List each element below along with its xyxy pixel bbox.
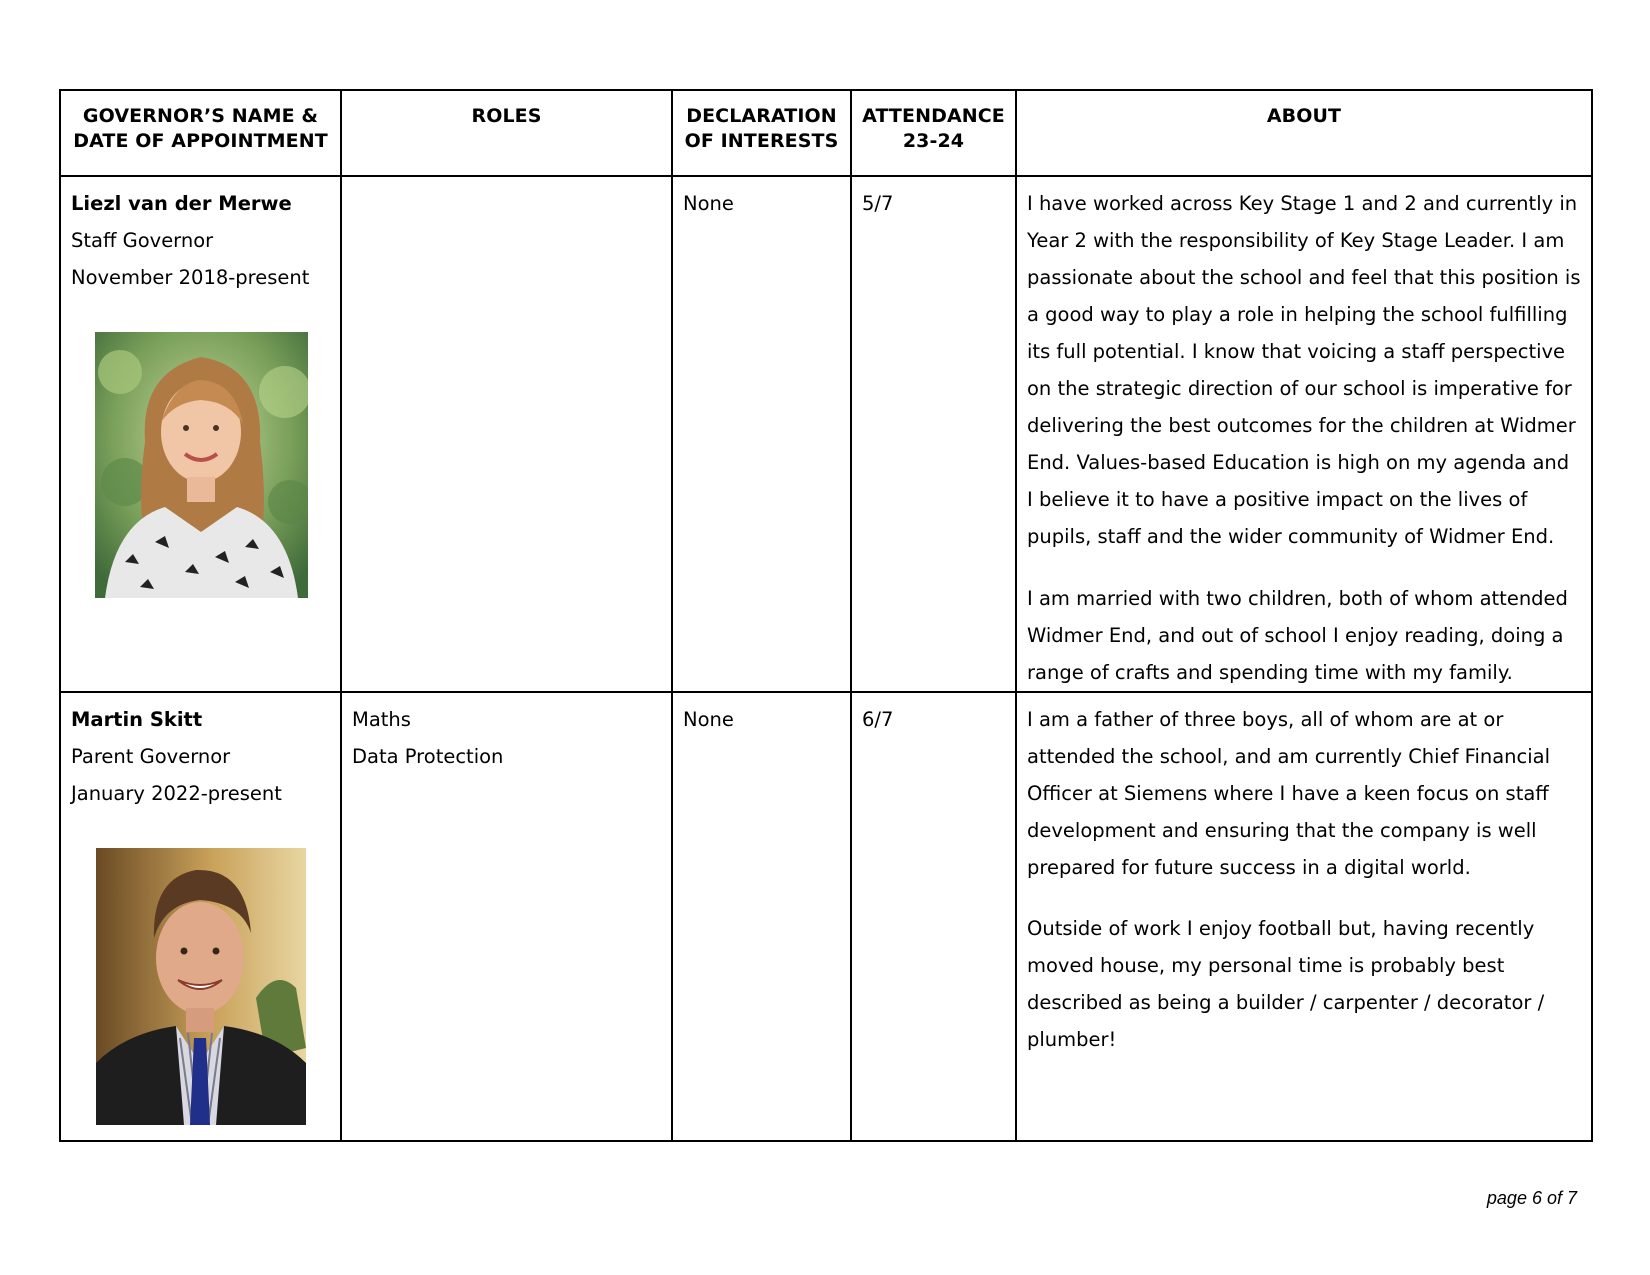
governor-type: Staff Governor	[71, 229, 214, 252]
about-paragraph: I am married with two children, both of whom attended Widmer End, and out of school I enjoy reading, doing a range of crafts and spending time with my family.	[1027, 586, 1568, 684]
about-paragraph: I have worked across Key Stage 1 and 2 and currently in Year 2 with the responsibility of Key Stage Leader. I am passionate about the school and feel that this position is a good way to play a role in helping the school fulfilling its full potential. I know that voicing a staff perspective on the strategic direction of our school is imperative for delivering the best outcomes for the children at Widmer End. Values-based Education is high on my agenda and I believe it to have a positive impact on the lives of pupils, staff and the wider community of Widmer End.	[1027, 192, 1581, 548]
header-roles: ROLES	[341, 90, 672, 176]
about-cell	[1016, 692, 1592, 1141]
header-about: ABOUT	[1016, 90, 1592, 176]
governor-type: Parent Governor	[71, 744, 231, 768]
header-declaration: DECLARATION OF INTERESTS	[672, 90, 851, 176]
header-row	[60, 90, 1592, 176]
portrait-photo	[95, 332, 308, 598]
role-item: Data Protection	[352, 744, 504, 768]
governor-name: Martin Skitt	[71, 707, 203, 731]
attendance-cell: 6/7	[851, 692, 1016, 1141]
attendance-cell: 5/7	[851, 176, 1016, 692]
governor-name: Liezl van der Merwe	[71, 192, 292, 215]
declaration-cell: None	[672, 692, 851, 1141]
roles-cell	[341, 176, 672, 692]
about-paragraph: Outside of work I enjoy football but, having recently moved house, my personal time is probably best described as being a builder / carpenter / decorator / plumber!	[1027, 917, 1545, 1051]
declaration-cell: None	[672, 176, 851, 692]
page-number: page 6 of 7	[1486, 1188, 1577, 1208]
governor-cell	[60, 176, 341, 692]
appointment-date: November 2018-present	[71, 266, 310, 289]
governor-cell	[60, 692, 341, 1141]
roles-cell	[341, 692, 672, 1141]
about-cell	[1016, 176, 1592, 692]
table-row	[60, 692, 1592, 1141]
role-item: Maths	[352, 707, 411, 731]
header-name: GOVERNOR’S NAME & DATE OF APPOINTMENT	[60, 90, 341, 176]
portrait-photo	[96, 848, 306, 1125]
governors-table	[59, 89, 1593, 1142]
table-row	[60, 176, 1592, 692]
about-paragraph: I am a father of three boys, all of whom are at or attended the school, and am currently Chief Financial Officer at Siemens where I have a keen focus on staff development and ensuring that the company is well prepared for future success in a digital world.	[1027, 707, 1551, 879]
appointment-date: January 2022-present	[71, 781, 282, 805]
header-attendance: ATTENDANCE 23-24	[851, 90, 1016, 176]
